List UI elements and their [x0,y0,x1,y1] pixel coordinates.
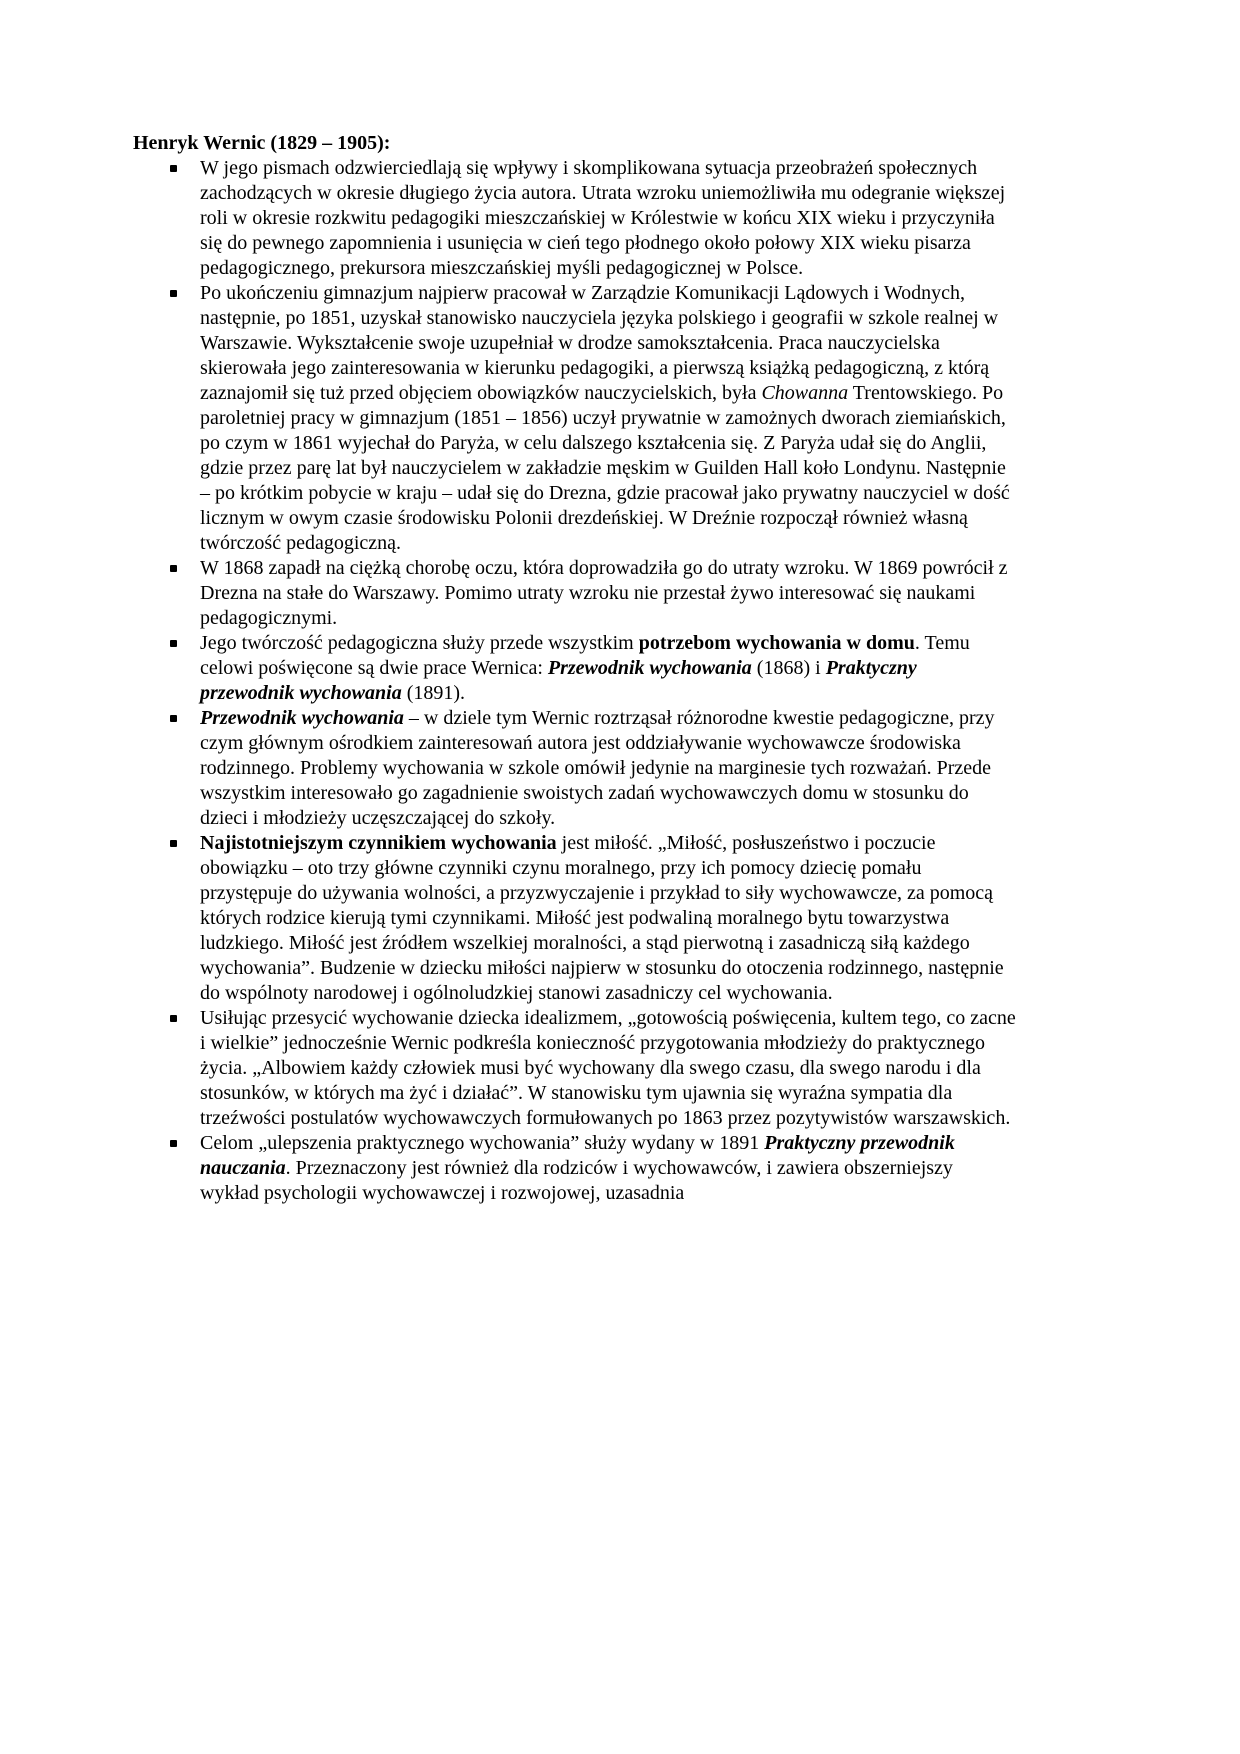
list-item [133,1131,1016,1206]
bullet-icon [170,165,177,172]
list-item [133,1006,1016,1131]
list-item [133,706,1016,831]
bullet-list [133,156,1016,1206]
bullet-icon [170,640,177,647]
bullet-text: Jego twórczość pedagogiczna służy przede wszystkim potrzebom wychowania w domu. Temu celowi poświęcone są dwie prace Wernica: Przewodnik wychowania (1868) i Praktyczny przewodnik wychowania (1891). [200,632,970,704]
bullet-icon [170,1015,177,1022]
list-item [133,156,1016,281]
bullet-text: Usiłując przesycić wychowanie dziecka idealizmem, „gotowością poświęcenia, kultem tego, co zacne i wielkie” jednocześnie Wernic podkreśla konieczność przygotowania młodzieży do praktycznego życia. „Albowiem każdy człowiek musi być wychowany dla swego czasu, dla swego narodu i dla stosunków, w których ma żyć i działać”. W stanowisku tym ujawnia się wyraźna sympatia dla trzeźwości postulatów wychowawczych formułowanych po 1863 przez pozytywistów warszawskich. [200,1007,1016,1129]
bullet-icon [170,565,177,572]
page-title: Henryk Wernic (1829 – 1905): [133,132,391,154]
bullet-text: W 1868 zapadł na ciężką chorobę oczu, która doprowadziła go do utraty wzroku. W 1869 powrócił z Drezna na stałe do Warszawy. Pomimo utraty wzroku nie przestał żywo interesować się naukami pedagogicznymi. [200,557,1008,629]
bullet-text: W jego pismach odzwierciedlają się wpływy i skomplikowana sytuacja przeobrażeń społecznych zachodzących w okresie długiego życia autora. Utrata wzroku uniemożliwiła mu odegranie większej roli w okresie rozkwitu pedagogiki mieszczańskiej w Królestwie w końcu XIX wieku i przyczyniła się do pewnego zapomnienia i usunięcia w cień tego płodnego około połowy XIX wieku pisarza pedagogicznego, prekursora mieszczańskiej myśli pedagogicznej w Polsce. [200,157,1006,279]
list-item [133,631,1016,706]
bullet-icon [170,290,177,297]
bullet-text: Przewodnik wychowania – w dziele tym Wernic roztrząsał różnorodne kwestie pedagogiczne, przy czym głównym ośrodkiem zainteresowań autora jest oddziaływanie wychowawcze środowiska rodzinnego. Problemy wychowania w szkole omówił jedynie na marginesie tych rozważań. Przede wszystkim interesowało go zagadnienie swoistych zadań wychowawczych domu w stosunku do dzieci i młodzieży uczęszczającej do szkoły. [200,707,995,829]
list-item [133,831,1016,1006]
list-item [133,281,1016,556]
bullet-text: Najistotniejszym czynnikiem wychowania jest miłość. „Miłość, posłuszeństwo i poczucie obowiązku – oto trzy główne czynniki czynu moralnego, przy ich pomocy dziecię pomału przystępuje do używania wolności, a przyzwyczajenie i przykład to siły wychowawcze, za pomocą których rodzice kierują tymi czynnikami. Miłość jest podwaliną moralnego bytu towarzystwa ludzkiego. Miłość jest źródłem wszelkiej moralności, a stąd pierwotną i zasadniczą siłą każdego wychowania”. Budzenie w dziecku miłości najpierw w stosunku do otoczenia rodzinnego, następnie do wspólnoty narodowej i ogólnoludzkiej stanowi zasadniczy cel wychowania. [200,832,1004,1004]
bullet-text: Po ukończeniu gimnazjum najpierw pracował w Zarządzie Komunikacji Lądowych i Wodnych, następnie, po 1851, uzyskał stanowisko nauczyciela języka polskiego i geografii w szkole realnej w Warszawie. Wykształcenie swoje uzupełniał w drodze samokształcenia. Praca nauczycielska skierowała jego zainteresowania w kierunku pedagogiki, a pierwszą książką pedagogiczną, z którą zaznajomił się tuż przed objęciem obowiązków nauczycielskich, była Chowanna Trentowskiego. Po paroletniej pracy w gimnazjum (1851 – 1856) uczył prywatnie w zamożnych dworach ziemiańskich, po czym w 1861 wyjechał do Paryża, w celu dalszego kształcenia się. Z Paryża udał się do Anglii, gdzie przez parę lat był nauczycielem w zakładzie męskim w Guilden Hall koło Londynu. Następnie – po krótkim pobycie w kraju – udał się do Drezna, gdzie pracował jako prywatny nauczyciel w dość licznym w owym czasie środowisku Polonii drezdeńskiej. W Dreźnie rozpoczął również własną twórczość pedagogiczną. [200,282,1010,554]
bullet-text: Celom „ulepszenia praktycznego wychowania” służy wydany w 1891 Praktyczny przewodnik nauczania. Przeznaczony jest również dla rodziców i wychowawców, i zawiera obszerniejszy wykład psychologii wychowawczej i rozwojowej, uzasadnia [200,1132,955,1204]
bullet-icon [170,840,177,847]
list-item [133,556,1016,631]
bullet-icon [170,1140,177,1147]
bullet-icon [170,715,177,722]
